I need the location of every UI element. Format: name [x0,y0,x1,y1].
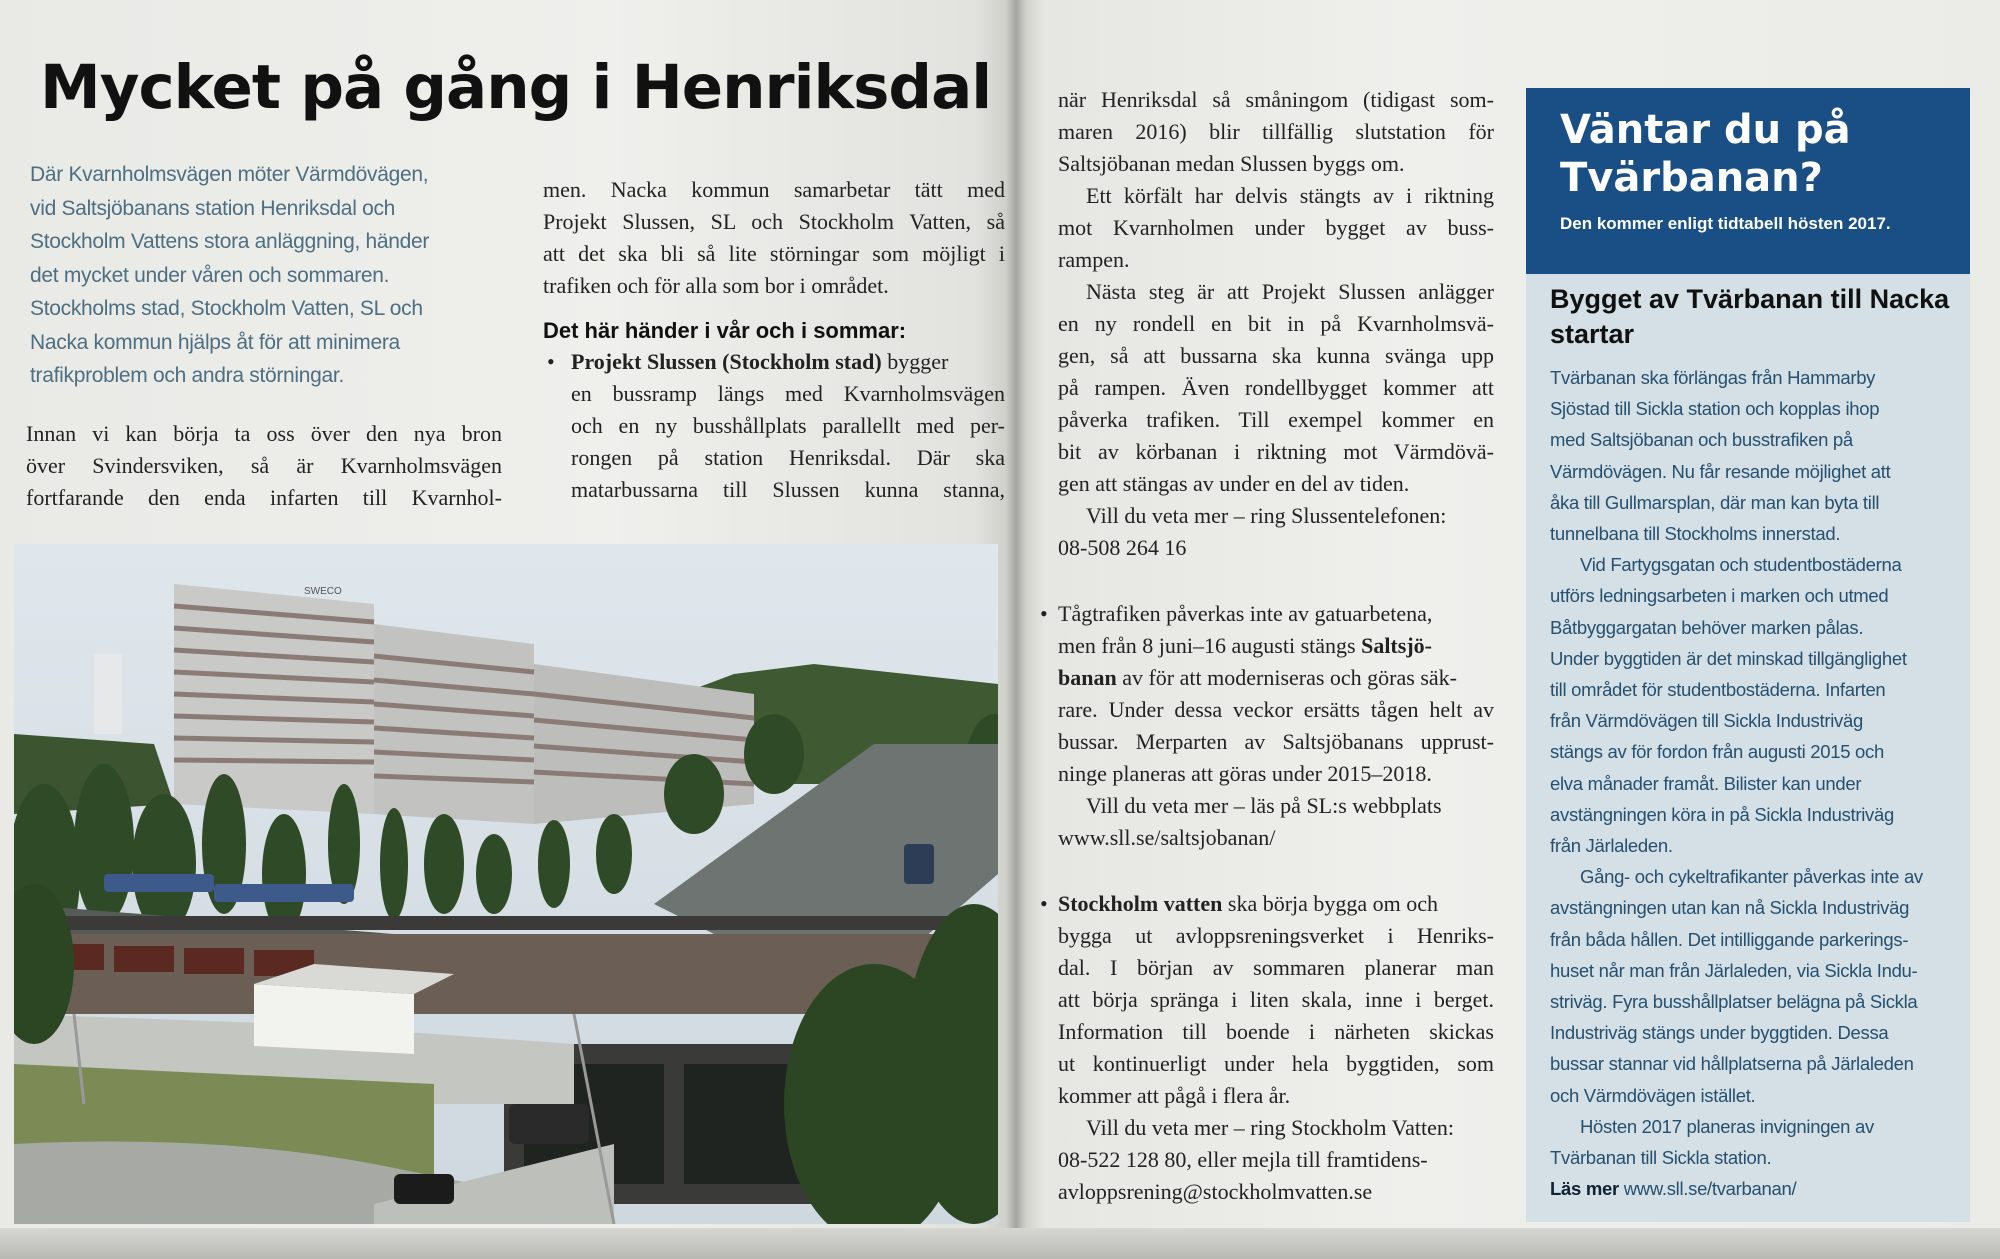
sidebar-line: utförs ledningsarbeten i marken och utmed [1550,585,1889,607]
body-line: rongen på station Henriksdal. Där ska [571,445,1005,470]
sidebar-line: tunnelbana till Stockholms innerstad. [1550,523,1841,545]
sidebar-line: åka till Gullmarsplan, där man kan byta till [1550,491,1880,513]
sidebar-line: Båtbyggargatan behöver marken pålas. [1550,616,1864,638]
sidebar-line: Under byggtiden är det minskad tillgänglighet [1550,647,1907,669]
sidebar-line: elva månader framåt. Bilister kan under [1550,772,1862,794]
sidebar-line: från Järlaleden. [1550,835,1673,857]
body-line: trafiken och för alla som bor i området. [543,273,889,298]
phone-number: 08-508 264 16 [1058,535,1187,560]
body-line: påverka trafiken. Till exempel kommer en [1058,407,1494,432]
sidebar-line: Industriväg stängs under byggtiden. Dessa [1550,1022,1889,1044]
bullet-icon: • [1040,891,1048,916]
read-more-line [1550,1173,1954,1204]
body-line: ut kontinuerligt under hela byggtiden, som [1058,1051,1494,1076]
sidebar-header [1526,88,1970,274]
intro-line: Nacka kommun hjälps åt för att minimera [30,330,400,354]
intro-line: Där Kvarnholmsvägen möter Värmdövägen, [30,163,429,186]
body-line [1058,630,1494,662]
email-link[interactable]: avloppsrening@stockholmvatten.se [1058,1179,1373,1204]
body-line: men. Nacka kommun samarbetar tätt med [543,177,1005,202]
bullet-text: bygger [881,349,949,374]
body-line: Saltsjöbanan medan Slussen byggs om. [1058,151,1405,176]
intro-line: vid Saltsjöbanans station Henriksdal och [30,196,396,220]
body-line: Nästa steg är att Projekt Slussen anlägger [1086,279,1494,304]
body-line: gen att stängas av under en del av tiden. [1058,471,1410,496]
body-line: 08-522 128 80, eller mejla till framtidens- [1058,1147,1428,1172]
body-column-1 [26,418,502,514]
body-line: rare. Under dessa veckor ersätts tågen helt av [1058,697,1494,722]
tvarbanan-sidebar [1526,88,1970,1222]
body-line: att börja spränga i liten skala, inne i berget. [1058,987,1494,1012]
sidebar-line: till området för studentbostäderna. Infarten [1550,679,1886,701]
body-line: en bussramp längs med Kvarnholmsvägen [571,381,1005,406]
sidebar-line: och Värmdövägen istället. [1550,1084,1756,1106]
sidebar-title: Väntar du på Tvärbanan? [1560,107,1851,201]
body-line: dal. I början av sommaren planerar man [1058,955,1494,980]
body-line: Vill du veta mer – läs på SL:s webbplats [1086,793,1442,818]
body-line: att det ska bli så lite störningar som möjligt i [543,241,1005,266]
body-line: bygga ut avloppsreningsverket i Henriks- [1058,923,1494,948]
building-sign: SWECO [304,586,342,597]
body-line: maren 2016) blir tillfällig slutstation för [1058,119,1494,144]
read-more-link[interactable]: www.sll.se/tvarbanan/ [1623,1178,1797,1200]
body-text: men från 8 juni–16 augusti stängs [1058,633,1362,658]
bullet-bold-text: Stockholm vatten [1058,891,1223,916]
web-link[interactable]: www.sll.se/saltsjobanan/ [1058,825,1276,850]
sidebar-line: Hösten 2017 planeras invigningen av [1580,1115,1874,1137]
body-line: på rampen. Även rondellbygget kommer att [1058,375,1494,400]
body-line: matarbussarna till Slussen kunna stanna, [571,477,1005,502]
intro-line: trafikproblem och andra störningar. [30,364,345,387]
bullet-icon: • [547,349,555,374]
body-line: kommer att pågå i flera år. [1058,1083,1291,1108]
bullet-item-tagtrafiken [1040,598,1494,630]
bullet-icon: • [1040,601,1048,626]
intro-line: det mycket under våren och sommaren. [30,263,390,287]
body-line: en ny rondell en bit in på Kvarnholmsvä- [1058,311,1494,336]
sidebar-line: huset når man från Järlaleden, via Sickla Indu- [1550,959,1918,981]
sidebar-line: från Värmdövägen till Sickla Industriväg [1550,710,1863,732]
body-line: mot Kvarnholmen under bygget av buss- [1058,215,1494,240]
sidebar-line: Vid Fartygsgatan och studentbostäderna [1580,554,1902,576]
body-line: Projekt Slussen, SL och Stockholm Vatten, så [543,209,1005,234]
body-line: bussar. Merparten av Saltsjöbanans upprust- [1058,729,1494,754]
sidebar-body [1550,362,1954,1204]
bullet-text: Tågtrafiken påverkas inte av gatuarbetena, [1058,601,1433,626]
body-line: gen, så att bussarna ska kunna svänga upp [1058,343,1494,368]
sidebar-line: Tvärbanan till Sickla station. [1550,1147,1772,1169]
sidebar-line: striväg. Fyra busshållplatser belägna på Sickla [1550,991,1918,1013]
body-line: fortfarande den enda infarten till Kvarnhol- [26,485,502,510]
intro-line: Stockholms stad, Stockholm Vatten, SL och [30,297,423,320]
intro-line: Stockholm Vattens stora anläggning, händer [30,230,430,253]
body-line: och en ny busshållplats parallellt med per- [571,413,1005,438]
body-line: Vill du veta mer – ring Slussentelefonen: [1086,503,1447,528]
rendering-illustration [14,544,998,1224]
sidebar-line: med Saltsjöbanan och busstrafiken på [1550,429,1853,451]
bullet-item-stockholm-vatten [1040,888,1494,920]
sidebar-heading: Bygget av Tvärbanan till Nacka startar [1550,284,1950,349]
sidebar-line: från båda hållen. Det intilliggande parkerings- [1550,928,1909,950]
body-line: rampen. [1058,247,1130,272]
sidebar-line: Gång- och cykeltrafikanter påverkas inte av [1580,866,1923,888]
sidebar-line: Sjöstad till Sickla station och kopplas ihop [1550,398,1880,420]
body-line [1058,662,1494,694]
bold-text: Saltsjö- [1361,633,1432,658]
body-column-2 [543,174,1005,506]
body-line: ninge planeras att göras under 2015–2018. [1058,761,1432,786]
sidebar-line: Värmdövägen. Nu får resande möjlighet att [1550,460,1891,482]
article-headline: Mycket på gång i Henriksdal [40,52,992,123]
sidebar-line: Tvärbanan ska förlängas från Hammarby [1550,367,1876,388]
body-text: av för att moderniseras och göras säk- [1116,665,1457,690]
body-line: bit av körbanan i riktning mot Värmdövä- [1058,439,1494,464]
sidebar-line: bussar stannar vid hållplatserna på Järlaleden [1550,1053,1914,1075]
body-line: Innan vi kan börja ta oss över den nya bron [26,421,502,446]
page-bottom-edge [0,1228,2000,1259]
construction-rendering-image [14,544,998,1224]
bullet-item-slussen [543,346,1005,378]
section-subheading: Det här händer i vår och i sommar: [543,318,907,343]
body-line: när Henriksdal så småningom (tidigast som- [1058,87,1494,112]
body-line: Vill du veta mer – ring Stockholm Vatten: [1086,1115,1454,1140]
body-line: Information till boende i närheten skickas [1058,1019,1494,1044]
body-line: över Svindersviken, så är Kvarnholmsvägen [26,453,502,478]
body-line: Ett körfält har delvis stängts av i riktning [1086,183,1494,208]
sidebar-line: avstängningen köra in på Sickla Industriväg [1550,803,1894,825]
sidebar-subtitle: Den kommer enligt tidtabell hösten 2017. [1560,214,1891,233]
bold-text: banan [1058,665,1117,690]
read-more-label: Läs mer [1550,1178,1619,1200]
bullet-text: ska börja bygga om och [1222,891,1439,916]
page-gutter [1006,0,1026,1259]
sidebar-line: avstängningen utan kan nå Sickla Industriväg [1550,897,1910,919]
intro-paragraph [30,158,480,393]
body-column-3 [1040,84,1494,1208]
bullet-bold-text: Projekt Slussen (Stockholm stad) [571,349,882,374]
sidebar-line: stängs av för fordon från augusti 2015 och [1550,741,1884,763]
